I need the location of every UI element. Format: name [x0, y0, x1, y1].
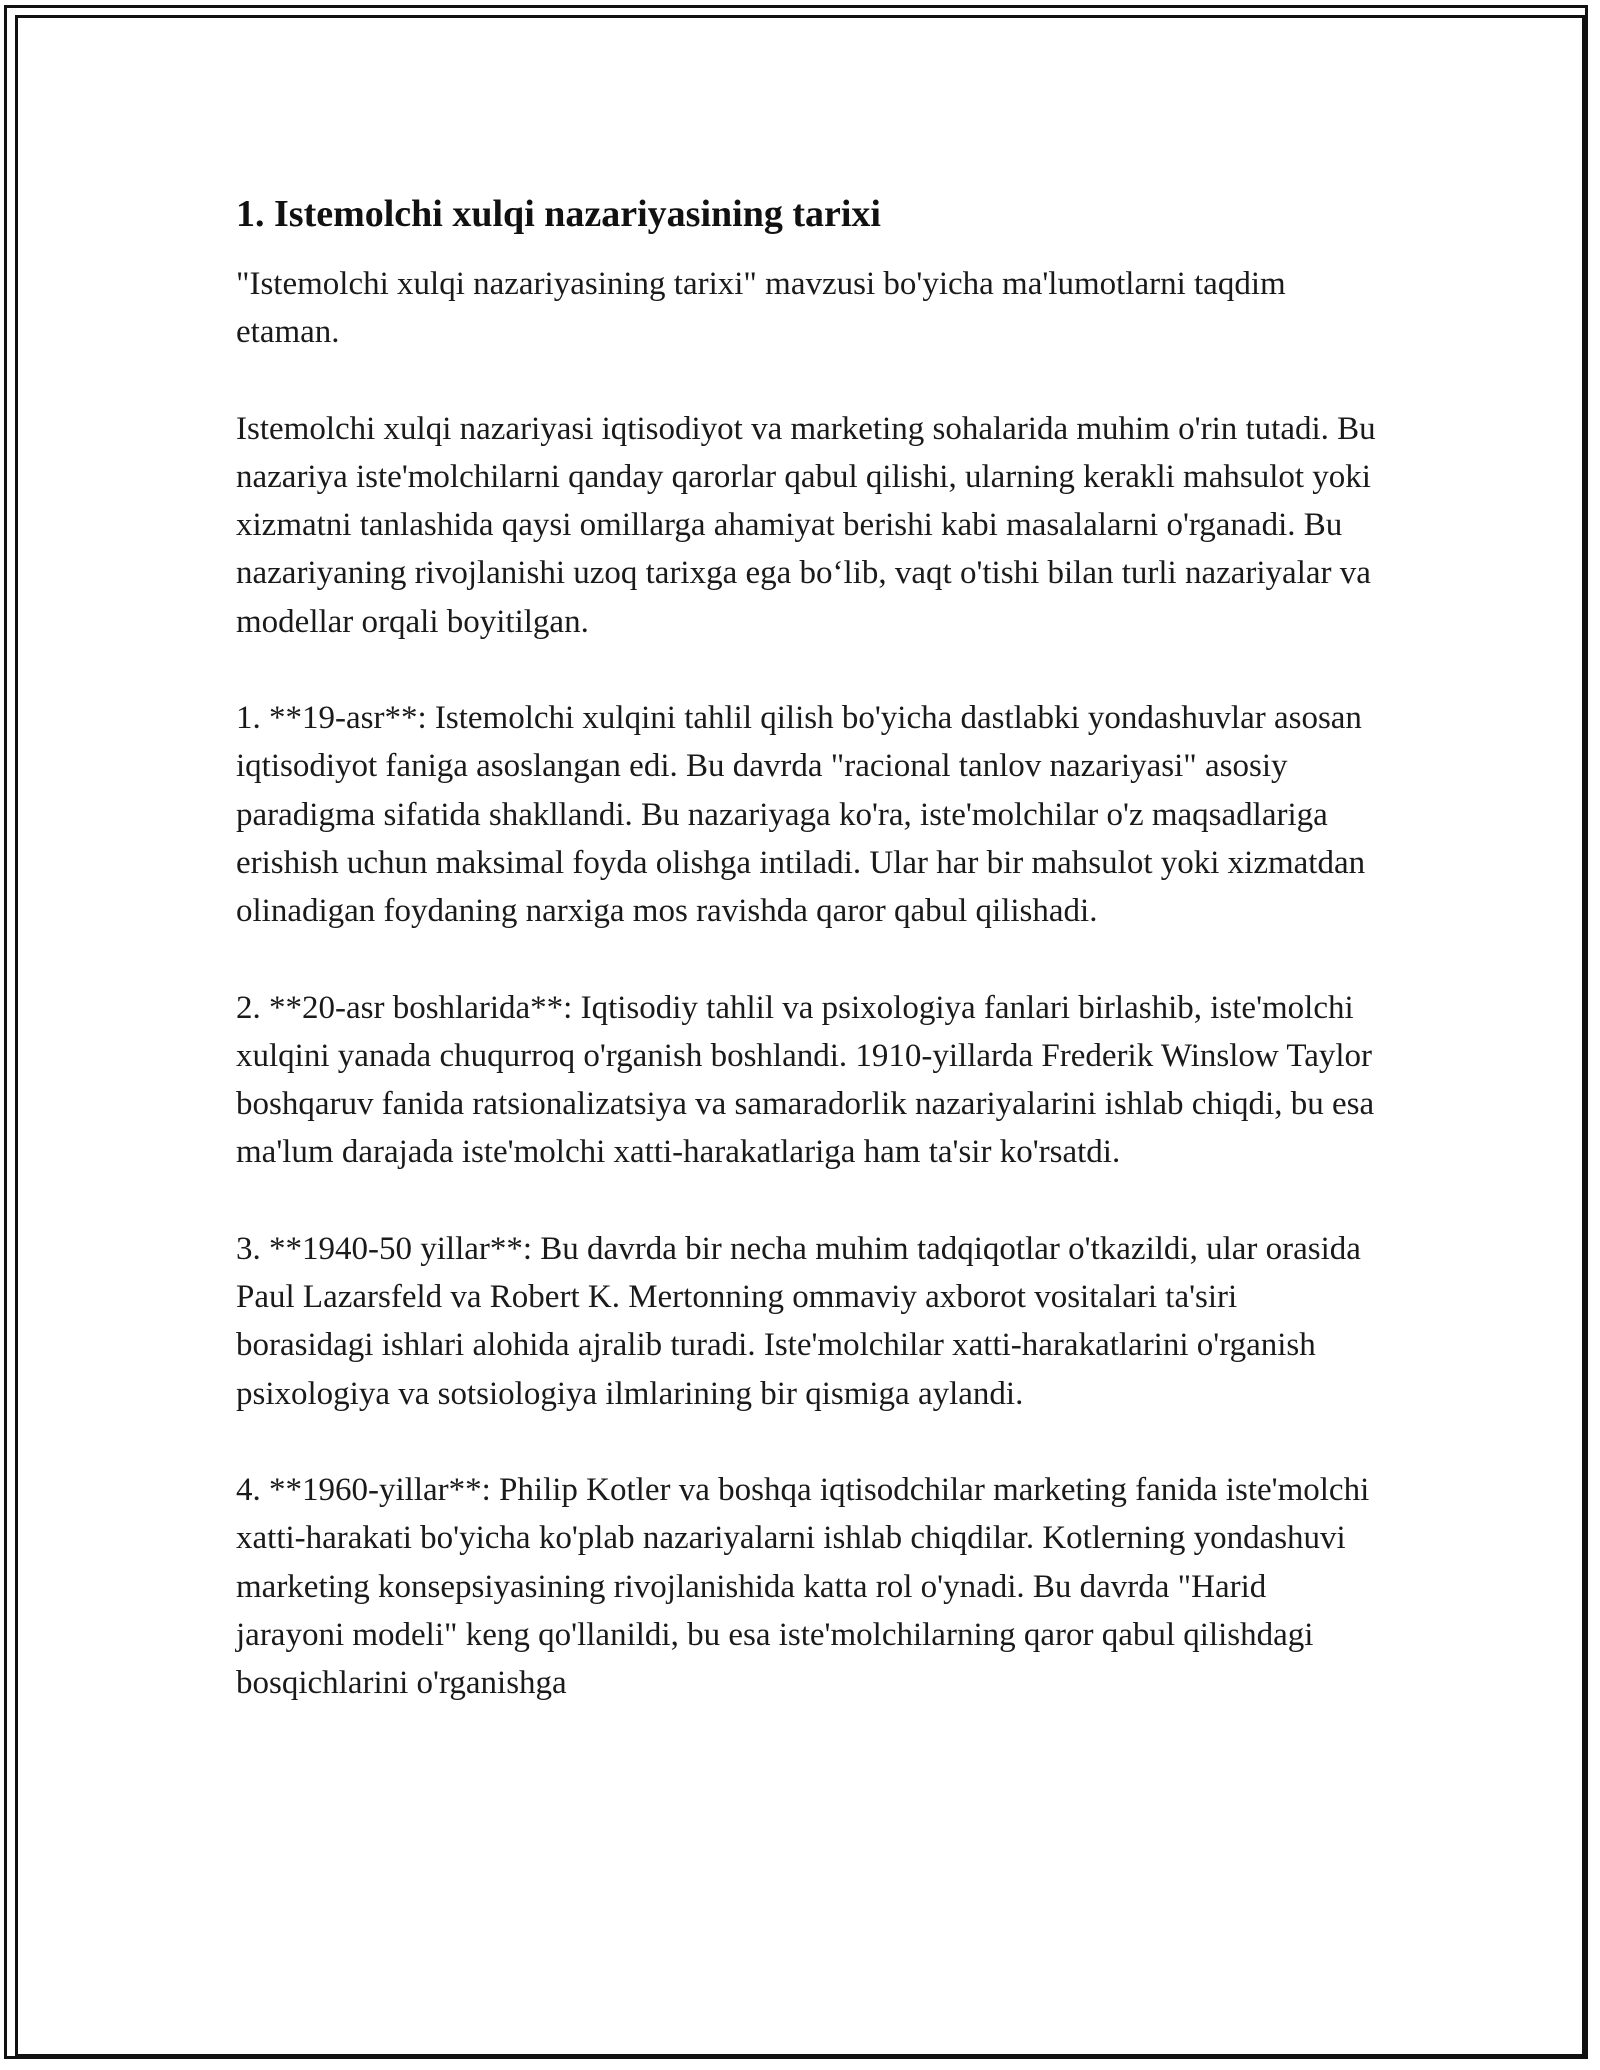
- document-body: [236, 186, 1376, 1707]
- section-early-20th-century: 2. **20-asr boshlarida**: Iqtisodiy tahlil va psixologiya fanlari birlashib, iste'molchi xulqini yanada chuqurroq o'rganish boshlandi. 1910-yillarda Frederik Winslow Taylor boshqaruv fanida ratsionalizatsiya va samaradorlik nazariyalarini ishlab chiqdi, bu esa ma'lum darajada iste'molchi xatti-harakatlariga ham ta'sir ko'rsatdi.: [236, 989, 1375, 1171]
- section-1960s: 4. **1960-yillar**: Philip Kotler va boshqa iqtisodchilar marketing fanida iste'molchi xatti-harakati bo'yicha ko'plab nazariyalarni ishlab chiqdilar. Kotlerning yondashuvi marketing konsepsiyasining rivojlanishida katta rol o'ynadi. Bu davrda "Harid jarayoni modeli" keng qo'llanildi, bu esa iste'molchilarning qaror qabul qilishdagi bosqichlarini o'rganishga: [236, 1471, 1370, 1702]
- intro-paragraph: "Istemolchi xulqi nazariyasining tarixi" mavzusi bo'yicha ma'lumotlarni taqdim etaman.: [236, 266, 1286, 351]
- document-title: 1. Istemolchi xulqi nazariyasining tarixi: [236, 193, 881, 235]
- overview-paragraph: Istemolchi xulqi nazariyasi iqtisodiyot va marketing sohalarida muhim o'rin tutadi. Bu nazariya iste'molchilarni qanday qarorlar qabul qilishi, ularning kerakli mahsulot yoki xizmatni tanlashida qaysi omillarga ahamiyat berishi kabi masalalarni o'rganadi. Bu nazariyaning rivojlanishi uzoq tarixga ega bo‘lib, vaqt o'tishi bilan turli nazariyalar va modellar orqali boyitilgan.: [236, 410, 1376, 640]
- section-1940-50s: 3. **1940-50 yillar**: Bu davrda bir necha muhim tadqiqotlar o'tkazildi, ular orasida Paul Lazarsfeld va Robert K. Mertonning ommaviy axborot vositalari ta'siri borasidagi ishlari alohida ajralib turadi. Iste'molchilar xatti-harakatlarini o'rganish psixologiya va sotsiologiya ilmlarining bir qismiga aylandi.: [236, 1230, 1361, 1412]
- section-19th-century: 1. **19-asr**: Istemolchi xulqini tahlil qilish bo'yicha dastlabki yondashuvlar asosan iqtisodiyot faniga asoslangan edi. Bu davrda "racional tanlov nazariyasi" asosiy paradigma sifatida shakllandi. Bu nazariyaga ko'ra, iste'molchilar o'z maqsadlariga erishish uchun maksimal foyda olishga intiladi. Ular har bir mahsulot yoki xizmatdan olinadigan foydaning narxiga mos ravishda qaror qabul qilishadi.: [236, 700, 1366, 930]
